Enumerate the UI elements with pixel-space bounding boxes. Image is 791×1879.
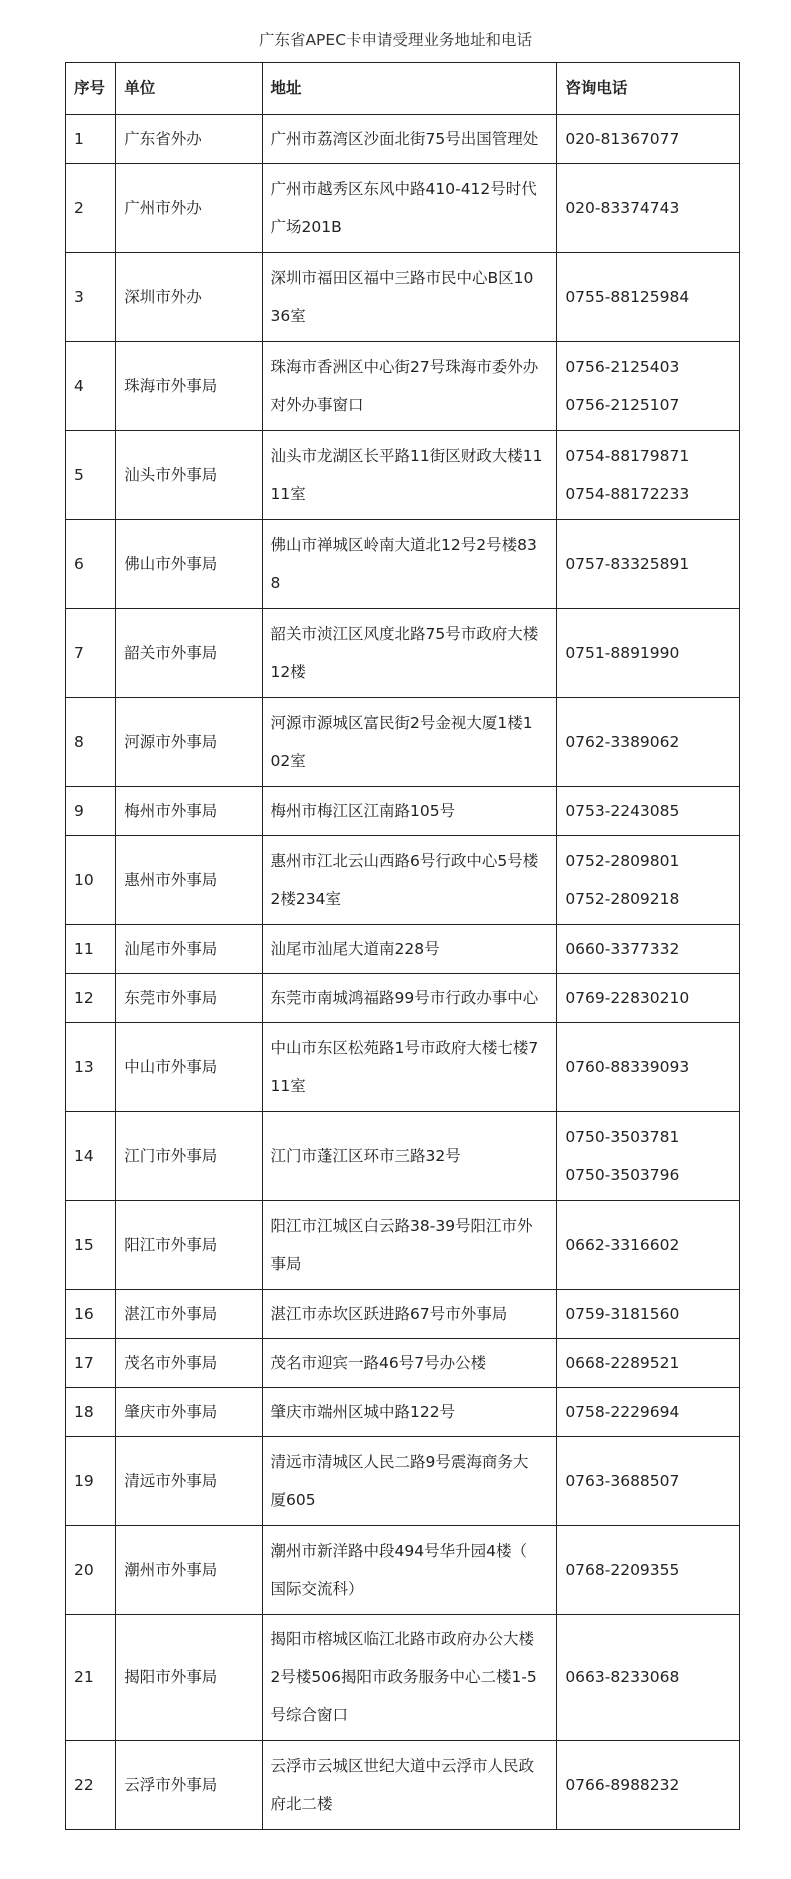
address-line: 12楼 — [270, 662, 306, 681]
address-line: 肇庆市端州区城中路122号 — [270, 1402, 456, 1421]
address-line: 河源市源城区富民街2号金视大厦1楼1 — [270, 713, 533, 732]
address-line: 11室 — [270, 484, 306, 503]
unit-name: 广东省外办 — [116, 115, 262, 164]
phone-number: 0754-88179871 — [565, 446, 690, 465]
table-row — [66, 115, 740, 164]
unit-name: 佛山市外事局 — [116, 520, 262, 609]
table-row — [66, 1201, 740, 1290]
phone-cell — [557, 787, 740, 836]
row-number: 3 — [66, 253, 116, 342]
address-line: 惠州市江北云山西路6号行政中心5号楼 — [270, 851, 539, 870]
phone-cell — [557, 974, 740, 1023]
phone-number: 020-83374743 — [565, 198, 680, 217]
table-header-row — [66, 63, 740, 115]
row-number: 9 — [66, 787, 116, 836]
unit-name: 清远市外事局 — [116, 1437, 262, 1526]
address-cell — [262, 1388, 557, 1437]
table-row — [66, 836, 740, 925]
address-line: 国际交流科） — [270, 1579, 364, 1598]
address-line: 厦605 — [270, 1490, 316, 1509]
phone-cell — [557, 925, 740, 974]
phone-cell — [557, 609, 740, 698]
row-number: 18 — [66, 1388, 116, 1437]
table-row — [66, 1023, 740, 1112]
header-address: 地址 — [262, 63, 557, 115]
phone-cell — [557, 1290, 740, 1339]
unit-name: 梅州市外事局 — [116, 787, 262, 836]
phone-number: 0758-2229694 — [565, 1402, 680, 1421]
table-row — [66, 164, 740, 253]
address-line: 珠海市香洲区中心街27号珠海市委外办 — [270, 357, 539, 376]
phone-number: 0668-2289521 — [565, 1353, 680, 1372]
table-body — [66, 115, 740, 1830]
phone-cell — [557, 1339, 740, 1388]
address-cell — [262, 787, 557, 836]
header-no: 序号 — [66, 63, 116, 115]
address-line: 36室 — [270, 306, 306, 325]
address-line: 2楼234室 — [270, 889, 341, 908]
address-line: 韶关市浈江区风度北路75号市政府大楼 — [270, 624, 539, 643]
address-cell — [262, 520, 557, 609]
address-line: 湛江市赤坎区跃进路67号市外事局 — [270, 1304, 508, 1323]
unit-name: 深圳市外办 — [116, 253, 262, 342]
phone-cell — [557, 342, 740, 431]
address-cell — [262, 253, 557, 342]
address-line: 云浮市云城区世纪大道中云浮市人民政 — [270, 1756, 535, 1775]
address-line: 府北二楼 — [270, 1794, 333, 1813]
address-line: 阳江市江城区白云路38-39号阳江市外 — [270, 1216, 533, 1235]
address-line: 号综合窗口 — [270, 1706, 349, 1724]
phone-number: 0759-3181560 — [565, 1304, 680, 1323]
phone-number: 0660-3377332 — [565, 939, 680, 958]
address-line: 汕头市龙湖区长平路11街区财政大楼11 — [270, 446, 543, 465]
row-number: 13 — [66, 1023, 116, 1112]
row-number: 2 — [66, 164, 116, 253]
unit-name: 阳江市外事局 — [116, 1201, 262, 1290]
unit-name: 江门市外事局 — [116, 1112, 262, 1201]
address-cell — [262, 342, 557, 431]
address-cell — [262, 974, 557, 1023]
address-cell — [262, 1290, 557, 1339]
row-number: 1 — [66, 115, 116, 164]
phone-cell — [557, 698, 740, 787]
address-line: 8 — [270, 573, 281, 592]
address-line: 11室 — [270, 1076, 306, 1095]
address-line: 东莞市南城鸿福路99号市行政办事中心 — [270, 988, 539, 1007]
phone-cell — [557, 164, 740, 253]
row-number: 12 — [66, 974, 116, 1023]
table-row — [66, 1741, 740, 1830]
document-title: 广东省APEC卡申请受理业务地址和电话 — [258, 31, 533, 49]
unit-name: 韶关市外事局 — [116, 609, 262, 698]
phone-cell — [557, 431, 740, 520]
table-row — [66, 698, 740, 787]
address-cell — [262, 431, 557, 520]
row-number: 6 — [66, 520, 116, 609]
table-row — [66, 342, 740, 431]
address-cell — [262, 1339, 557, 1388]
phone-number: 0755-88125984 — [565, 287, 690, 306]
row-number: 17 — [66, 1339, 116, 1388]
address-cell — [262, 1201, 557, 1290]
address-line: 深圳市福田区福中三路市民中心B区10 — [270, 268, 534, 287]
unit-name: 河源市外事局 — [116, 698, 262, 787]
contact-table — [65, 62, 740, 1830]
unit-name: 茂名市外事局 — [116, 1339, 262, 1388]
row-number: 7 — [66, 609, 116, 698]
address-cell — [262, 1615, 557, 1741]
row-number: 21 — [66, 1615, 116, 1741]
address-line: 广场201B — [270, 217, 342, 236]
unit-name: 汕尾市外事局 — [116, 925, 262, 974]
table-row — [66, 1112, 740, 1201]
table-row — [66, 1388, 740, 1437]
phone-cell — [557, 1023, 740, 1112]
unit-name: 湛江市外事局 — [116, 1290, 262, 1339]
phone-number: 0752-2809218 — [565, 889, 680, 908]
phone-number: 0663-8233068 — [565, 1668, 680, 1686]
phone-number: 0662-3316602 — [565, 1235, 680, 1254]
address-line: 茂名市迎宾一路46号7号办公楼 — [270, 1353, 487, 1372]
unit-name: 潮州市外事局 — [116, 1526, 262, 1615]
table-row — [66, 253, 740, 342]
header-phone: 咨询电话 — [557, 63, 740, 115]
address-cell — [262, 698, 557, 787]
phone-cell — [557, 1388, 740, 1437]
phone-number: 0750-3503781 — [565, 1127, 680, 1146]
table-row — [66, 974, 740, 1023]
unit-name: 肇庆市外事局 — [116, 1388, 262, 1437]
address-cell — [262, 836, 557, 925]
row-number: 14 — [66, 1112, 116, 1201]
phone-number: 0768-2209355 — [565, 1560, 680, 1579]
row-number: 10 — [66, 836, 116, 925]
table-row — [66, 1615, 740, 1741]
table-row — [66, 609, 740, 698]
phone-number: 0763-3688507 — [565, 1471, 680, 1490]
row-number: 15 — [66, 1201, 116, 1290]
address-cell — [262, 925, 557, 974]
phone-number: 0762-3389062 — [565, 732, 680, 751]
address-line: 广州市越秀区东风中路410-412号时代 — [270, 179, 537, 198]
address-line: 对外办事窗口 — [270, 395, 364, 414]
phone-number: 0750-3503796 — [565, 1165, 680, 1184]
phone-cell — [557, 1201, 740, 1290]
address-line: 江门市蓬江区环市三路32号 — [270, 1146, 461, 1165]
phone-number: 0766-8988232 — [565, 1775, 680, 1794]
address-cell — [262, 1112, 557, 1201]
phone-number: 0756-2125107 — [565, 395, 680, 414]
unit-name: 广州市外办 — [116, 164, 262, 253]
phone-cell — [557, 115, 740, 164]
table-row — [66, 787, 740, 836]
phone-number: 0756-2125403 — [565, 357, 680, 376]
phone-number: 0753-2243085 — [565, 801, 680, 820]
address-line: 汕尾市汕尾大道南228号 — [270, 939, 440, 958]
unit-name: 揭阳市外事局 — [116, 1615, 262, 1741]
table-row — [66, 1339, 740, 1388]
unit-name: 惠州市外事局 — [116, 836, 262, 925]
phone-cell — [557, 253, 740, 342]
address-cell — [262, 115, 557, 164]
phone-cell — [557, 1741, 740, 1830]
phone-cell — [557, 520, 740, 609]
phone-number: 0751-8891990 — [565, 643, 680, 662]
row-number: 4 — [66, 342, 116, 431]
phone-cell — [557, 1615, 740, 1741]
table-row — [66, 1437, 740, 1526]
row-number: 11 — [66, 925, 116, 974]
table-row — [66, 1290, 740, 1339]
unit-name: 中山市外事局 — [116, 1023, 262, 1112]
address-line: 揭阳市榕城区临江北路市政府办公大楼 — [270, 1630, 535, 1648]
table-row — [66, 925, 740, 974]
phone-number: 020-81367077 — [565, 129, 680, 148]
table-row — [66, 431, 740, 520]
table-row — [66, 1526, 740, 1615]
address-line: 事局 — [270, 1254, 302, 1273]
phone-cell — [557, 1437, 740, 1526]
address-line: 02室 — [270, 751, 306, 770]
address-cell — [262, 164, 557, 253]
address-line: 广州市荔湾区沙面北街75号出国管理处 — [270, 129, 539, 148]
phone-number: 0752-2809801 — [565, 851, 680, 870]
phone-number: 0760-88339093 — [565, 1057, 690, 1076]
address-cell — [262, 1023, 557, 1112]
phone-cell — [557, 1526, 740, 1615]
address-cell — [262, 1437, 557, 1526]
address-cell — [262, 1741, 557, 1830]
address-line: 梅州市梅江区江南路105号 — [270, 801, 456, 820]
phone-number: 0754-88172233 — [565, 484, 690, 503]
row-number: 16 — [66, 1290, 116, 1339]
unit-name: 珠海市外事局 — [116, 342, 262, 431]
row-number: 19 — [66, 1437, 116, 1526]
row-number: 8 — [66, 698, 116, 787]
unit-name: 汕头市外事局 — [116, 431, 262, 520]
phone-number: 0757-83325891 — [565, 554, 690, 573]
unit-name: 云浮市外事局 — [116, 1741, 262, 1830]
address-cell — [262, 1526, 557, 1615]
table-row — [66, 520, 740, 609]
header-unit: 单位 — [116, 63, 262, 115]
address-line: 潮州市新洋路中段494号华升园4楼（ — [270, 1541, 527, 1560]
address-line: 中山市东区松苑路1号市政府大楼七楼7 — [270, 1038, 539, 1057]
address-line: 2号楼506揭阳市政务服务中心二楼1-5 — [270, 1668, 537, 1686]
row-number: 5 — [66, 431, 116, 520]
phone-number: 0769-22830210 — [565, 988, 690, 1007]
address-cell — [262, 609, 557, 698]
phone-cell — [557, 836, 740, 925]
unit-name: 东莞市外事局 — [116, 974, 262, 1023]
phone-cell — [557, 1112, 740, 1201]
row-number: 22 — [66, 1741, 116, 1830]
row-number: 20 — [66, 1526, 116, 1615]
address-line: 清远市清城区人民二路9号震海商务大 — [270, 1452, 529, 1471]
address-line: 佛山市禅城区岭南大道北12号2号楼83 — [270, 535, 537, 554]
